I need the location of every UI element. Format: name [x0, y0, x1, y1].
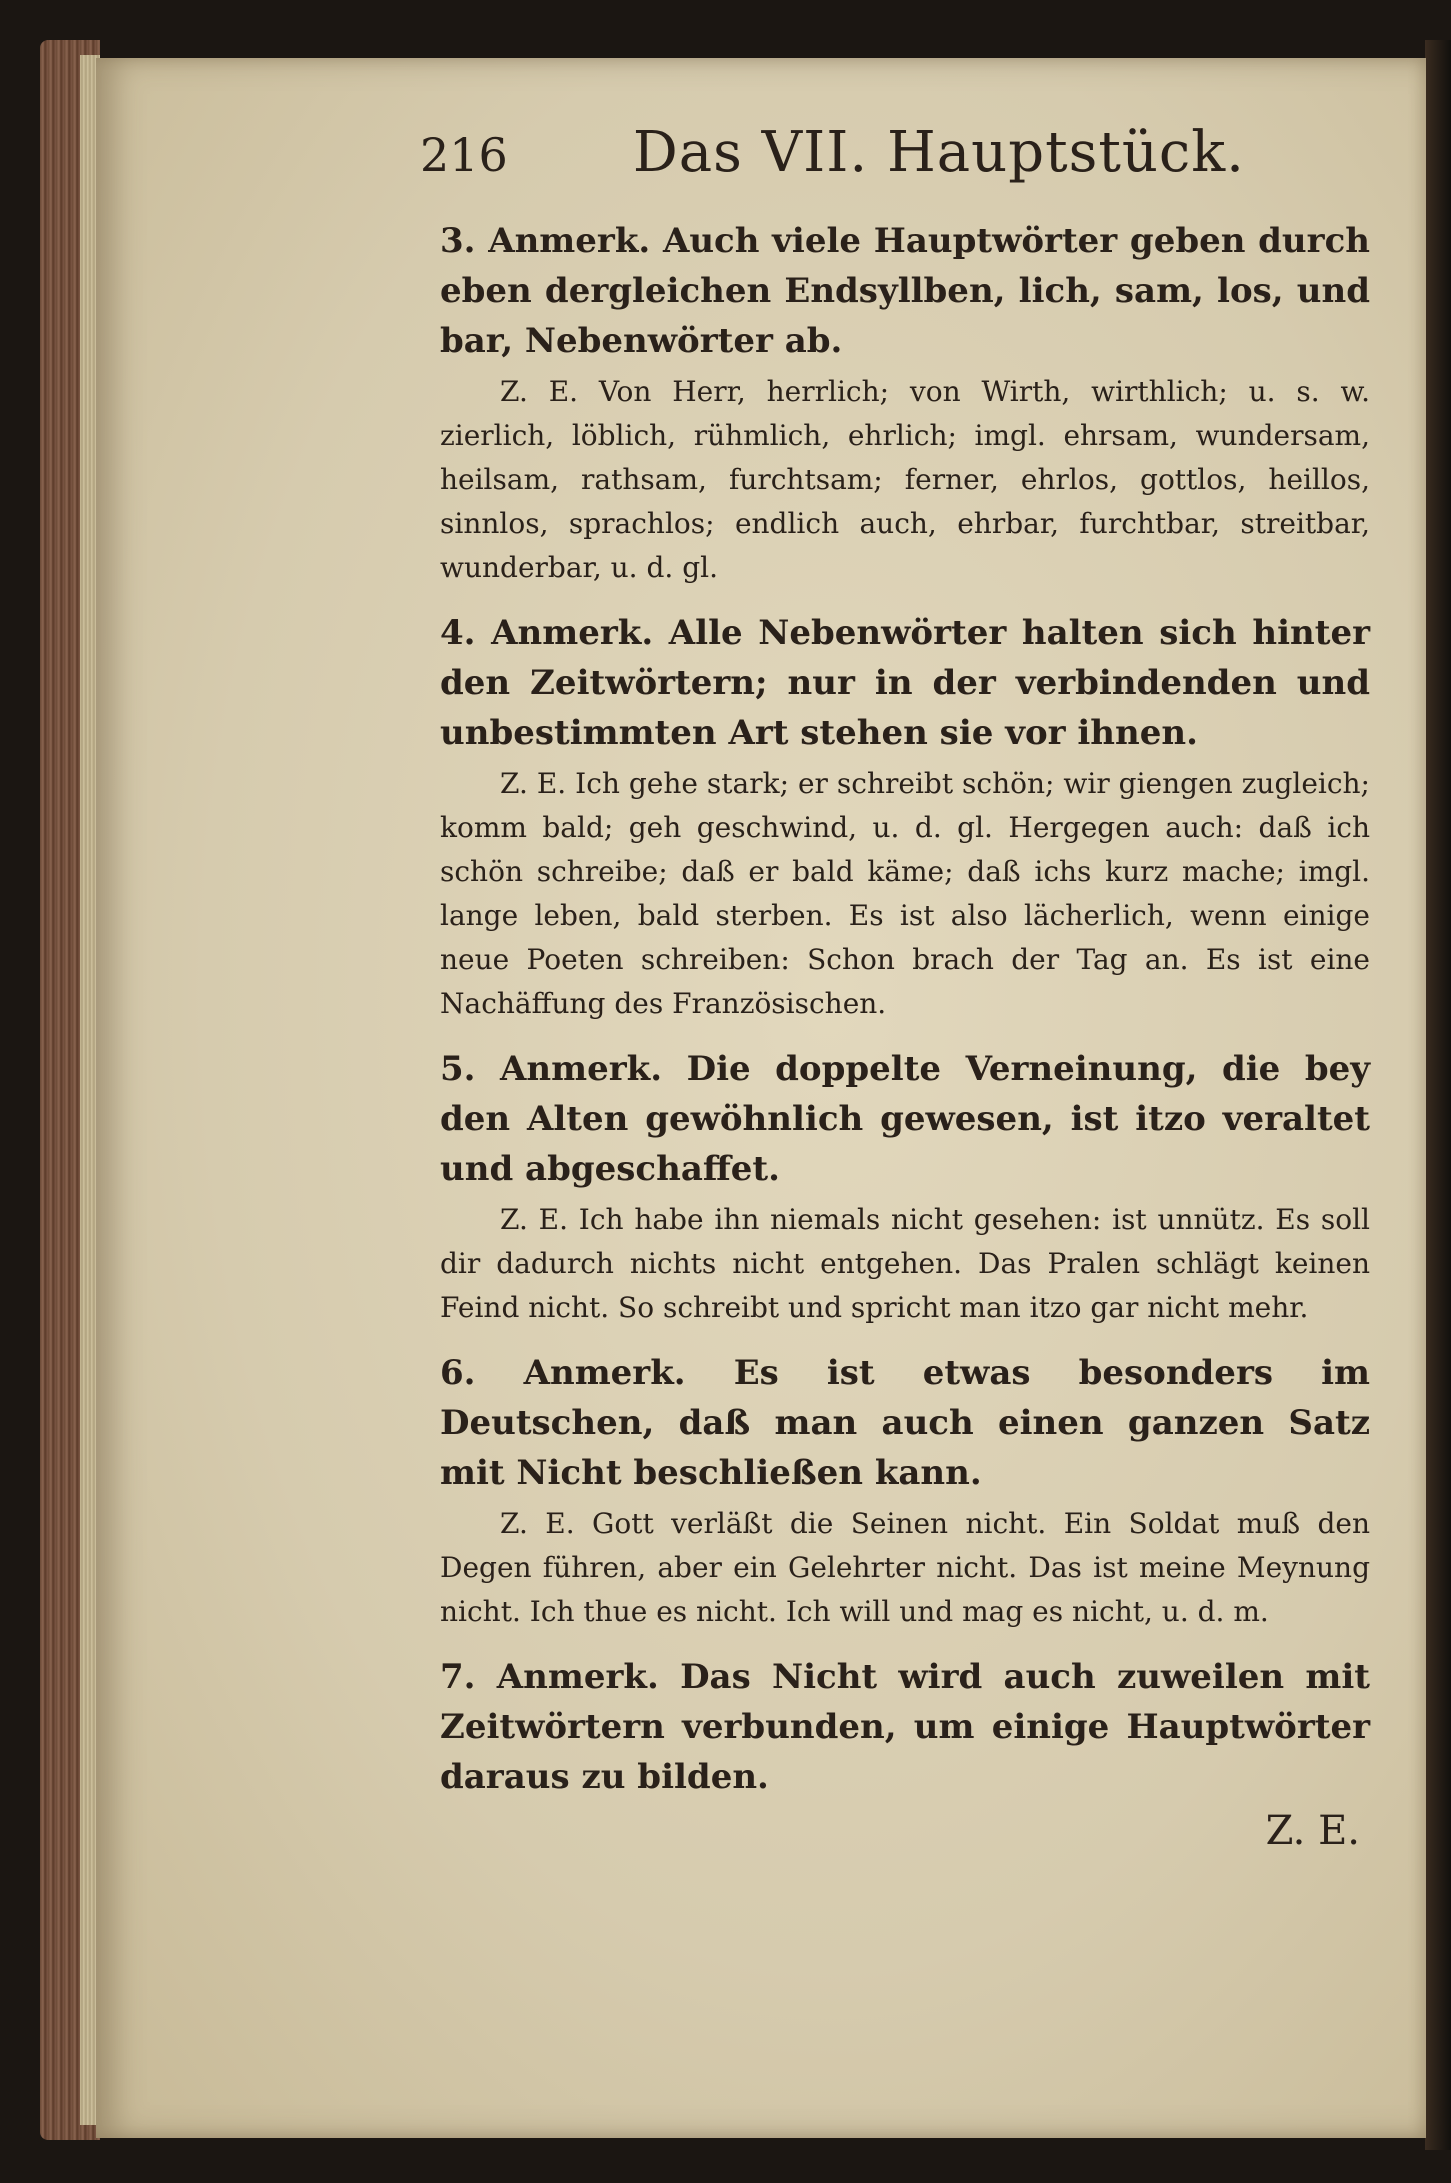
remark-4: [440, 608, 1370, 1026]
page-text: [420, 120, 1370, 1854]
remark-text: 7. Anmerk. Das Nicht wird auch zuweilen mit Zeitwörtern verbunden, um einige Hauptwörter daraus zu bilden.: [440, 1657, 1370, 1797]
page-title: Das VII. Hauptstück.: [632, 120, 1245, 185]
remark-text: 4. Anmerk. Alle Nebenwörter halten sich hinter den Zeitwörtern; nur in der verbindenden und unbestimmten Art stehen sie vor ihnen.: [440, 613, 1370, 753]
remark-7: [440, 1652, 1370, 1802]
right-page-edge: [1425, 40, 1451, 2150]
example-text: Z. E. Gott verläßt die Seinen nicht. Ein Soldat muß den Degen führen, aber ein Gelehrter nicht. Das ist meine Meynung nicht. Ich thue es nicht. Ich will und mag es nicht, u. d. m.: [440, 1507, 1370, 1628]
running-header: [420, 120, 1370, 216]
example-text: Z. E. Von Herr, herrlich; von Wirth, wirthlich; u. s. w. zierlich, löblich, rühmlich, ehrlich; imgl. ehrsam, wundersam, heilsam, rathsam, furchtsam; ferner, ehrlos, gottlos, heillos, sinnlos, sprachlos; endlich auch, ehrbar, furchtbar, streitbar, wunderbar, u. d. gl.: [440, 375, 1370, 584]
remark-5: [440, 1044, 1370, 1330]
remark-text: 5. Anmerk. Die doppelte Verneinung, die bey den Alten gewöhnlich gewesen, ist itzo veraltet und abgeschaffet.: [440, 1049, 1370, 1189]
remark-6: [440, 1348, 1370, 1634]
page-number: 216: [420, 128, 508, 182]
catchword: Z. E.: [1265, 1808, 1360, 1854]
example-text: Z. E. Ich gehe stark; er schreibt schön; wir giengen zugleich; komm bald; geh geschwind, u. d. gl. Hergegen auch: daß ich schön schreibe; daß er bald käme; daß ichs kurz mache; imgl. lange leben, bald sterben. Es ist also lächerlich, wenn einige neue Poeten schreiben: Schon brach der Tag an. Es ist eine Nachäffung des Französischen.: [440, 767, 1370, 1020]
remark-text: 3. Anmerk. Auch viele Hauptwörter geben durch eben dergleichen Endsyllben, lich, sam, los, und bar, Nebenwörter ab.: [440, 221, 1370, 361]
example-text: Z. E. Ich habe ihn niemals nicht gesehen: ist unnütz. Es soll dir dadurch nichts nicht entgehen. Das Pralen schlägt keinen Feind nicht. So schreibt und spricht man itzo gar nicht mehr.: [440, 1203, 1370, 1324]
remark-text: 6. Anmerk. Es ist etwas besonders im Deutschen, daß man auch einen ganzen Satz mit Nicht beschließen kann.: [440, 1353, 1370, 1493]
remark-3: [440, 216, 1370, 590]
